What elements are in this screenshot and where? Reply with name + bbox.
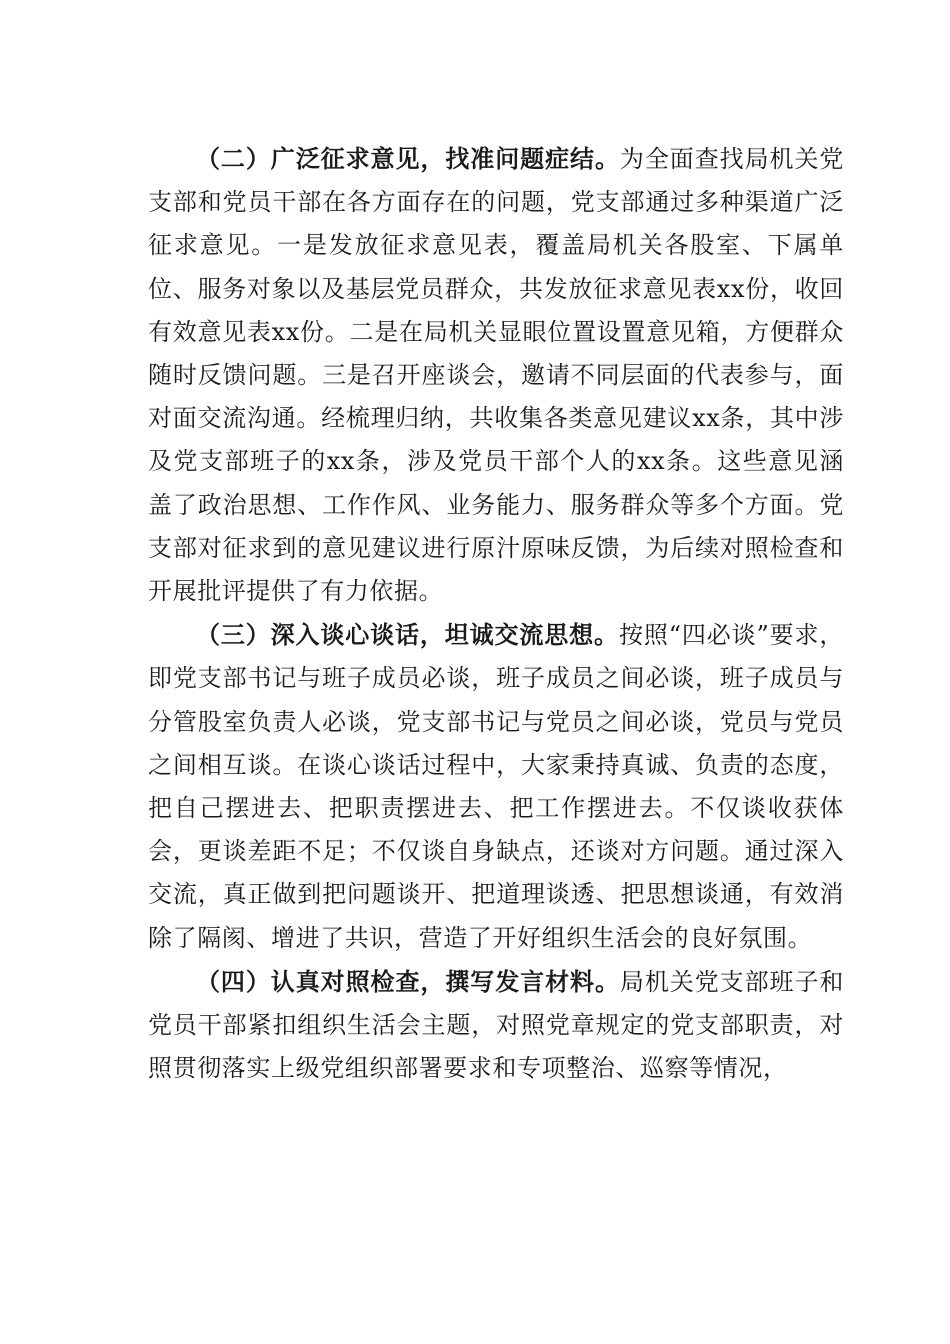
paragraph-text: 局机关党支部班子和党员干部紧扣组织生活会主题，对照党章规定的党支部职责，对照贯彻落实上级党组织部署要求和专项整治、巡察等情况， [148,967,844,1083]
paragraph-text: 按照“四必谈”要求，即党支部书记与班子成员必谈，班子成员之间必谈，班子成员与分管股室负责人必谈，党支部书记与党员之间必谈，党员与党员之间相互谈。在谈心谈话过程中，大家秉持真诚、负责的态度，把自己摆进去、把职责摆进去、把工作摆进去。不仅谈收获体会，更谈差距不足；不仅谈自身缺点，还谈对方问题。通过深入交流，真正做到把问题谈开、把道理谈透、把思想谈通，有效消除了隔阂、增进了共识，营造了开好组织生活会的良好氛围。 [148,621,845,952]
paragraph-2 [148,137,844,613]
paragraph-text: 为全面查找局机关党支部和党员干部在各方面存在的问题，党支部通过多种渠道广泛征求意见。一是发放征求意见表，覆盖局机关各股室、下属单位、服务对象以及基层党员群众，共发放征求意见表xx份，收回有效意见表xx份。二是在局机关显眼位置设置意见箱，方便群众随时反馈问题。三是召开座谈会，邀请不同层面的代表参与，面对面交流沟通。经梳理归纳，共收集各类意见建议xx条，其中涉及党支部班子的xx条，涉及党员干部个人的xx条。这些意见涵盖了政治思想、工作作风、业务能力、服务群众等多个方面。党支部对征求到的意见建议进行原汁原味反馈，为后续对照检查和开展批评提供了有力依据。 [148,145,844,606]
paragraph-4 [148,960,844,1091]
paragraph-heading: （二）广泛征求意见，找准问题症结。 [196,144,620,173]
paragraph-3 [148,613,844,960]
document-body [148,137,844,1090]
paragraph-heading: （三）深入谈心谈话，坦诚交流思想。 [196,620,619,650]
paragraph-heading: （四）认真对照检查，撰写发言材料。 [196,966,620,996]
